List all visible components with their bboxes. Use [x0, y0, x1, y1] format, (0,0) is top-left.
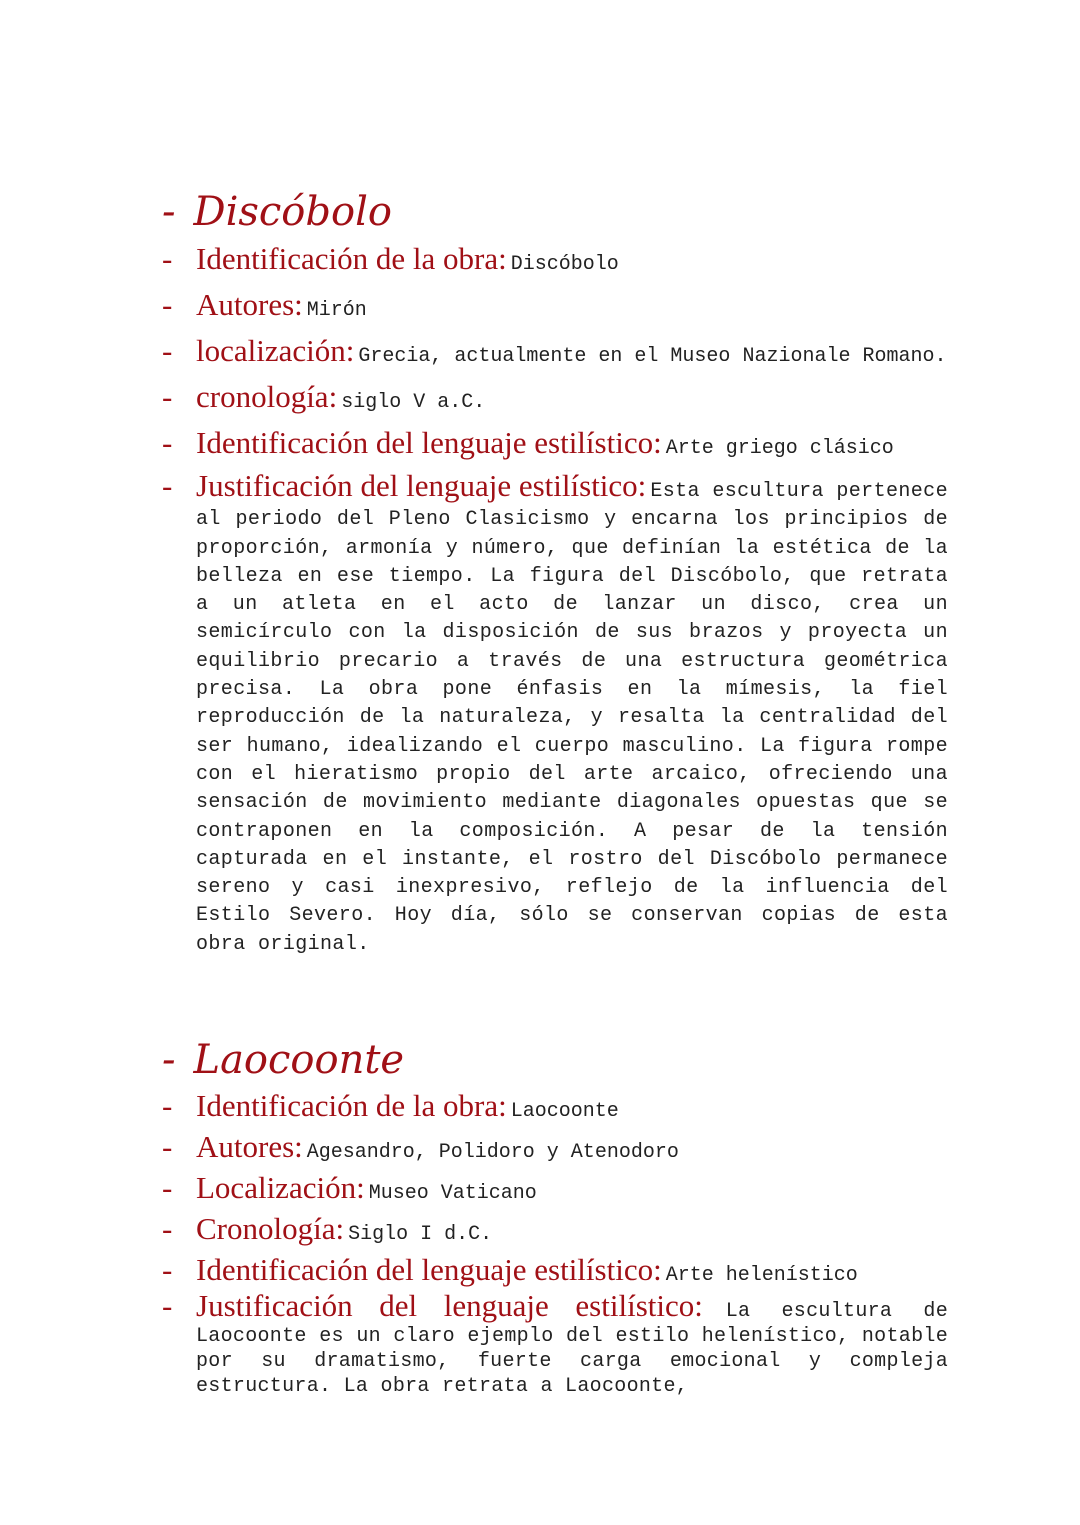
field-value: Arte griego clásico — [665, 437, 894, 460]
field-value: Grecia, actualmente en el Museo Nazionale Romano. — [358, 345, 947, 368]
field-value: Discóbolo — [510, 253, 619, 276]
field-label: Justificación del lenguaje estilístico: — [196, 468, 647, 503]
field-value: Mirón — [306, 299, 367, 322]
field-localizacion — [162, 334, 948, 374]
bullet-dash: - — [162, 468, 173, 503]
field-value: Esta escultura pertenece al periodo del Pleno Clasicismo y encarna los principios de proporción, armonía y número, que definían la estética de la belleza en ese tiempo. La figura del Discóbolo, que retrata a un atleta en el acto de lanzar un disco, crea un semicírculo con la disposición de sus brazos y proyecta un equilibrio precario a través de una estructura geométrica precisa. La obra pone énfasis en la mímesis, la fiel reproducción de la naturaleza, y resalta la centralidad del ser humano, idealizando el cuerpo masculino. La figura rompe con el hieratismo propio del arte arcaico, ofreciendo una sensación de movimiento mediante diagonales opuestas que se contraponen en la composición. A pesar de la tensión capturada en el instante, el rostro del Discóbolo permanece sereno y casi inexpresivo, reflejo de la influencia del Estilo Severo. Hoy día, sólo se conservan copias de esta obra original. — [196, 480, 948, 956]
bullet-dash: - — [162, 333, 173, 368]
field-justificacion — [162, 468, 948, 959]
bullet-dash: - — [162, 1170, 173, 1205]
field-list — [162, 1088, 948, 1399]
bullet-dash: - — [162, 189, 176, 235]
field-identificacion — [162, 242, 948, 282]
field-label: Identificación del lenguaje estilístico: — [196, 1252, 662, 1287]
field-label: Identificación del lenguaje estilístico: — [196, 425, 662, 460]
field-autores — [162, 1129, 948, 1170]
field-localizacion — [162, 1170, 948, 1211]
field-autores — [162, 288, 948, 328]
bullet-dash: - — [162, 1288, 173, 1323]
field-value: siglo V a.C. — [341, 391, 486, 414]
field-value: Agesandro, Polidoro y Atenodoro — [306, 1141, 679, 1164]
bullet-dash: - — [162, 1252, 173, 1287]
field-lenguaje — [162, 1252, 948, 1293]
field-value: Laocoonte — [510, 1100, 619, 1123]
field-justificacion — [162, 1288, 949, 1399]
field-value: La escultura de Laocoonte es un claro ejemplo del estilo helenístico, notable por su dramatismo, fuerte carga emocional y compleja estructura. La obra retrata a Laocoonte, — [196, 1300, 949, 1398]
section-title-text: Discóbolo — [193, 189, 392, 235]
bullet-dash: - — [162, 379, 173, 414]
section-discobolo — [162, 189, 948, 965]
bullet-dash: - — [162, 425, 173, 460]
bullet-dash: - — [162, 287, 173, 322]
section-title-text: Laocoonte — [193, 1037, 405, 1083]
section-laocoonte — [162, 1037, 949, 1399]
bullet-dash: - — [162, 1211, 173, 1246]
field-label: Autores: — [196, 1129, 303, 1164]
bullet-dash: - — [162, 1129, 173, 1164]
bullet-dash: - — [162, 1037, 176, 1083]
field-label: Identificación de la obra: — [196, 1088, 507, 1123]
field-label: Cronología: — [196, 1211, 345, 1246]
bullet-dash: - — [162, 1088, 173, 1123]
section-title — [162, 1037, 948, 1083]
field-label: localización: — [196, 333, 355, 368]
field-label: Identificación de la obra: — [196, 241, 507, 276]
field-identificacion — [162, 1088, 948, 1129]
field-cronologia — [162, 380, 948, 420]
field-value: Arte helenístico — [665, 1264, 858, 1287]
bullet-dash: - — [162, 241, 173, 276]
field-label: Autores: — [196, 287, 303, 322]
field-lenguaje — [162, 426, 948, 466]
field-label: cronología: — [196, 379, 338, 414]
field-value: Siglo I d.C. — [348, 1223, 493, 1246]
field-cronologia — [162, 1211, 948, 1252]
field-label: Justificación del lenguaje estilístico: — [196, 1288, 703, 1323]
section-title — [162, 189, 948, 235]
field-list — [162, 242, 948, 959]
field-label: Localización: — [196, 1170, 365, 1205]
field-value: Museo Vaticano — [368, 1182, 537, 1205]
